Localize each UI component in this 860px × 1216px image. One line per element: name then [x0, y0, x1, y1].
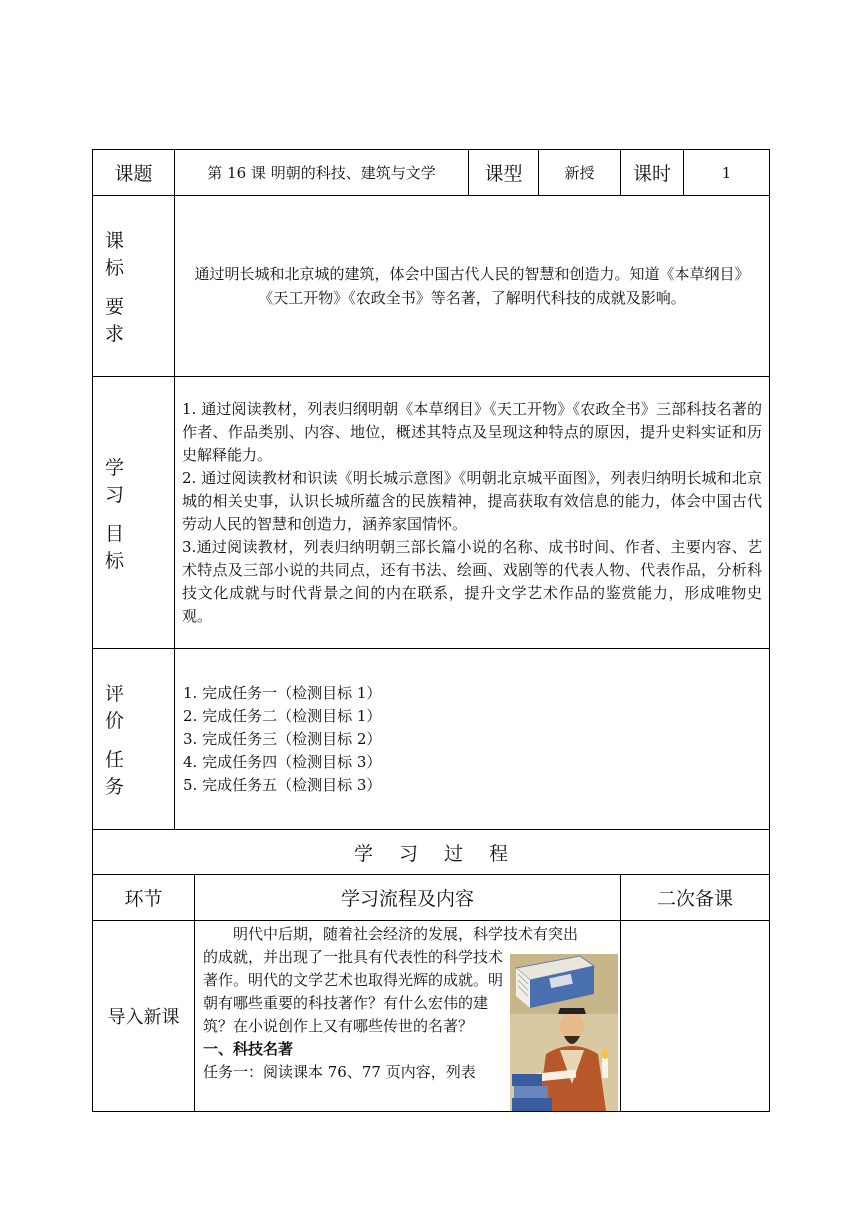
- intro-paragraph-line1: 明代中后期，随着社会经济的发展，科学技术有突出: [233, 925, 579, 943]
- topic-label: 课题: [93, 150, 175, 196]
- evaluation-item: 4. 完成任务四（检测目标 3）: [183, 752, 382, 771]
- intro-stage-cell: 导入新课: [93, 921, 195, 1112]
- evaluation-item: 5. 完成任务五（检测目标 3）: [183, 775, 382, 794]
- standards-label-line2: 要 求: [105, 296, 137, 345]
- standards-text: 通过明长城和北京城的建筑，体会中国古代人民的智慧和创造力。知道《本草纲目》《天工开物》《农政全书》等名著，了解明代科技的成就及影响。: [194, 265, 750, 307]
- header-row: [93, 150, 770, 196]
- evaluation-item: 2. 完成任务二（检测目标 1）: [183, 706, 382, 725]
- intro-notes-cell: [621, 921, 770, 1112]
- objectives-text-cell: [175, 377, 770, 649]
- standards-row: [93, 196, 770, 377]
- type-label: 课型: [469, 150, 539, 196]
- type-value: 新授: [539, 150, 621, 196]
- objectives-label-cell: [93, 377, 175, 649]
- objectives-row: [93, 377, 770, 649]
- objectives-label-line2: 目 标: [105, 522, 137, 572]
- process-title-row: [93, 830, 770, 875]
- standards-label-line1: 课 标: [105, 230, 137, 279]
- process-title: [93, 830, 770, 875]
- evaluation-label-cell: [93, 649, 175, 830]
- content-column-header: 学习流程及内容: [195, 875, 621, 921]
- section-heading: 一、科技名著: [203, 1040, 294, 1058]
- stage-column-header: 环节: [93, 875, 195, 921]
- standards-label-cell: [93, 196, 175, 377]
- intro-content-cell: [195, 921, 621, 1112]
- objective-item: 2. 通过阅读教材和识读《明长城示意图》《明朝北京城平面图》，列表归纳明长城和北京城的相关史事，认识长城所蕴含的民族精神，提高获取有效信息的能力，体会中国古代劳动人民的智慧和创造力，涵养家国情怀。: [182, 468, 762, 533]
- objective-item: 3.通过阅读教材，列表归纳明朝三部长篇小说的名称、成书时间、作者、主要内容、艺术特点及三部小说的共同点，还有书法、绘画、戏剧等的代表人物、代表作品，分析科技文化成就与时代背景之间的内在联系，提升文学艺术作品的鉴赏能力，形成唯物史观。: [182, 537, 762, 625]
- lesson-plan-table: [92, 149, 770, 1112]
- evaluation-label-line2: 任 务: [105, 749, 137, 798]
- notes-column-header: 二次备课: [621, 875, 770, 921]
- hours-label: 课时: [621, 150, 684, 196]
- hours-value: 1: [684, 150, 770, 196]
- standards-text-cell: [175, 196, 770, 377]
- scholar-with-books-illustration: [510, 954, 618, 1111]
- process-title-text: 学习过程: [353, 842, 534, 865]
- objective-item: 1. 通过阅读教材，列表归纲明朝《本草纲目》《天工开物》《农政全书》三部科技名著的作者、作品类别、内容、地位，概述其特点及呈现这种特点的原因，提升史料实证和历史解释能力。: [182, 399, 762, 464]
- evaluation-item: 1. 完成任务一（检测目标 1）: [183, 683, 382, 702]
- objectives-label-line1: 学 习: [105, 456, 137, 506]
- process-header-row: [93, 875, 770, 921]
- task-text: 任务一：阅读课本 76、77 页内容，列表: [203, 1063, 476, 1081]
- evaluation-item: 3. 完成任务三（检测目标 2）: [183, 729, 382, 748]
- evaluation-row: [93, 649, 770, 830]
- topic-value: 第 16 课 明朝的科技、建筑与文学: [175, 150, 469, 196]
- evaluation-text-cell: [175, 649, 770, 830]
- intro-row: [93, 921, 770, 1112]
- evaluation-label-line1: 评 价: [105, 683, 137, 732]
- intro-paragraph: 的成就，并出现了一批具有代表性的科学技术著作。明代的文学艺术也取得光辉的成就。明朝有哪些重要的科技著作？有什么宏伟的建筑？在小说创作上又有哪些传世的名著？: [203, 948, 504, 1035]
